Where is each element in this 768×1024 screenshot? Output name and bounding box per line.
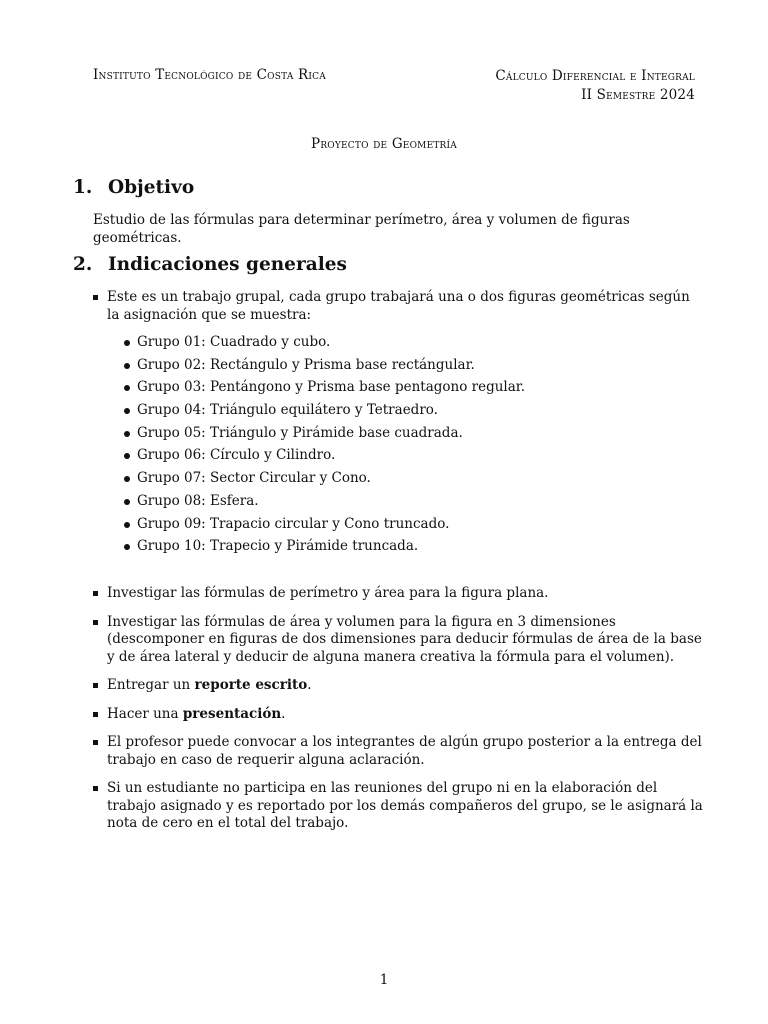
square-bullet-icon: [93, 683, 98, 688]
round-bullet-icon: [124, 544, 130, 550]
list-item-text-bold: reporte escrito: [194, 677, 308, 693]
section-title: Objetivo: [108, 177, 195, 198]
indicaciones-intro-list: [93, 289, 703, 324]
section-heading-indicaciones: [73, 254, 347, 275]
list-item: [93, 614, 703, 667]
round-bullet-icon: [124, 431, 130, 437]
list-item: [93, 677, 703, 695]
page-number: 1: [379, 972, 389, 988]
list-item-text-prefix: Entregar un: [107, 677, 195, 693]
round-bullet-icon: [124, 363, 130, 369]
round-bullet-icon: [124, 476, 130, 482]
round-bullet-icon: [124, 408, 130, 414]
square-bullet-icon: [93, 712, 98, 717]
list-item: [122, 425, 682, 448]
list-item: [93, 734, 703, 769]
header-course: Cálculo Diferencial e Integral: [495, 68, 695, 84]
list-item-text-prefix: Hacer una: [107, 705, 183, 722]
round-bullet-icon: [124, 453, 130, 459]
round-bullet-icon: [124, 385, 130, 391]
list-item-text: Investigar las fórmulas de área y volumen para la figura en 3 dimensiones (descomponer en figuras de dos dimensiones para deducir fórmulas de área de la base y de área lateral y deducir de alguna manera creativa la fórmula para el volumen).: [107, 613, 702, 665]
list-item-text: Este es un trabajo grupal, cada grupo trabajará una o dos figuras geométricas según la asignación que se muestra:: [107, 289, 690, 323]
list-item: [122, 538, 682, 561]
list-item: [93, 289, 703, 324]
round-bullet-icon: [124, 522, 130, 528]
round-bullet-icon: [124, 340, 130, 346]
header-course-info: [495, 67, 695, 105]
list-item-text-suffix: .: [307, 677, 312, 693]
group-text: Grupo 10: Trapecio y Pirámide truncada.: [137, 538, 419, 555]
header-semester: II Semestre 2024: [581, 87, 695, 103]
group-text: Grupo 06: Círculo y Cilindro.: [137, 447, 336, 464]
square-bullet-icon: [93, 295, 98, 300]
list-item: [93, 585, 703, 603]
list-item: [93, 780, 703, 833]
group-text: Grupo 09: Trapacio circular y Cono truncado.: [137, 515, 450, 532]
header-institution: Instituto Tecnológico de Costa Rica: [93, 67, 326, 83]
indicaciones-list: [93, 585, 703, 833]
group-text: Grupo 05: Triángulo y Pirámide base cuadrada.: [137, 424, 463, 441]
list-item: [122, 470, 682, 493]
group-text: Grupo 08: Esfera.: [137, 492, 259, 509]
group-text: Grupo 07: Sector Circular y Cono.: [137, 470, 371, 487]
list-item: [122, 379, 682, 402]
list-item: [122, 334, 682, 357]
section-number: 1.: [73, 177, 93, 198]
group-assignment-list: [122, 334, 682, 561]
round-bullet-icon: [124, 499, 130, 505]
square-bullet-icon: [93, 620, 98, 625]
square-bullet-icon: [93, 591, 98, 596]
list-item: [122, 447, 682, 470]
group-text: Grupo 04: Triángulo equilátero y Tetraedro.: [137, 402, 438, 419]
list-item: [122, 357, 682, 380]
list-item-text: Investigar las fórmulas de perímetro y área para la figura plana.: [107, 585, 549, 601]
list-item: [93, 706, 703, 724]
list-item-text: Si un estudiante no participa en las reuniones del grupo ni en la elaboración del trabajo asignado y es reportado por los demás compañeros del grupo, se le asignará la nota de cero en el total del trabajo.: [107, 780, 703, 831]
list-item-text-suffix: .: [281, 705, 286, 722]
document-title: Proyecto de Geometría: [311, 136, 457, 152]
list-item-text: El profesor puede convocar a los integrantes de algún grupo posterior a la entrega del trabajo en caso de requerir alguna aclaración.: [107, 734, 702, 768]
section-title: Indicaciones generales: [108, 254, 347, 275]
section-number: 2.: [73, 254, 93, 275]
objective-text: Estudio de las fórmulas para determinar perímetro, área y volumen de figuras geométricas.: [93, 212, 630, 246]
group-text: Grupo 02: Rectángulo y Prisma base rectángular.: [137, 356, 475, 373]
square-bullet-icon: [93, 786, 98, 791]
list-item: [122, 402, 682, 425]
list-item: [122, 493, 682, 516]
group-text: Grupo 03: Pentángono y Prisma base pentagono regular.: [137, 379, 526, 396]
square-bullet-icon: [93, 740, 98, 745]
list-item-text-bold: presentación: [182, 705, 282, 722]
group-text: Grupo 01: Cuadrado y cubo.: [137, 334, 331, 350]
section-heading-objetivo: [73, 177, 194, 198]
list-item: [122, 516, 682, 539]
